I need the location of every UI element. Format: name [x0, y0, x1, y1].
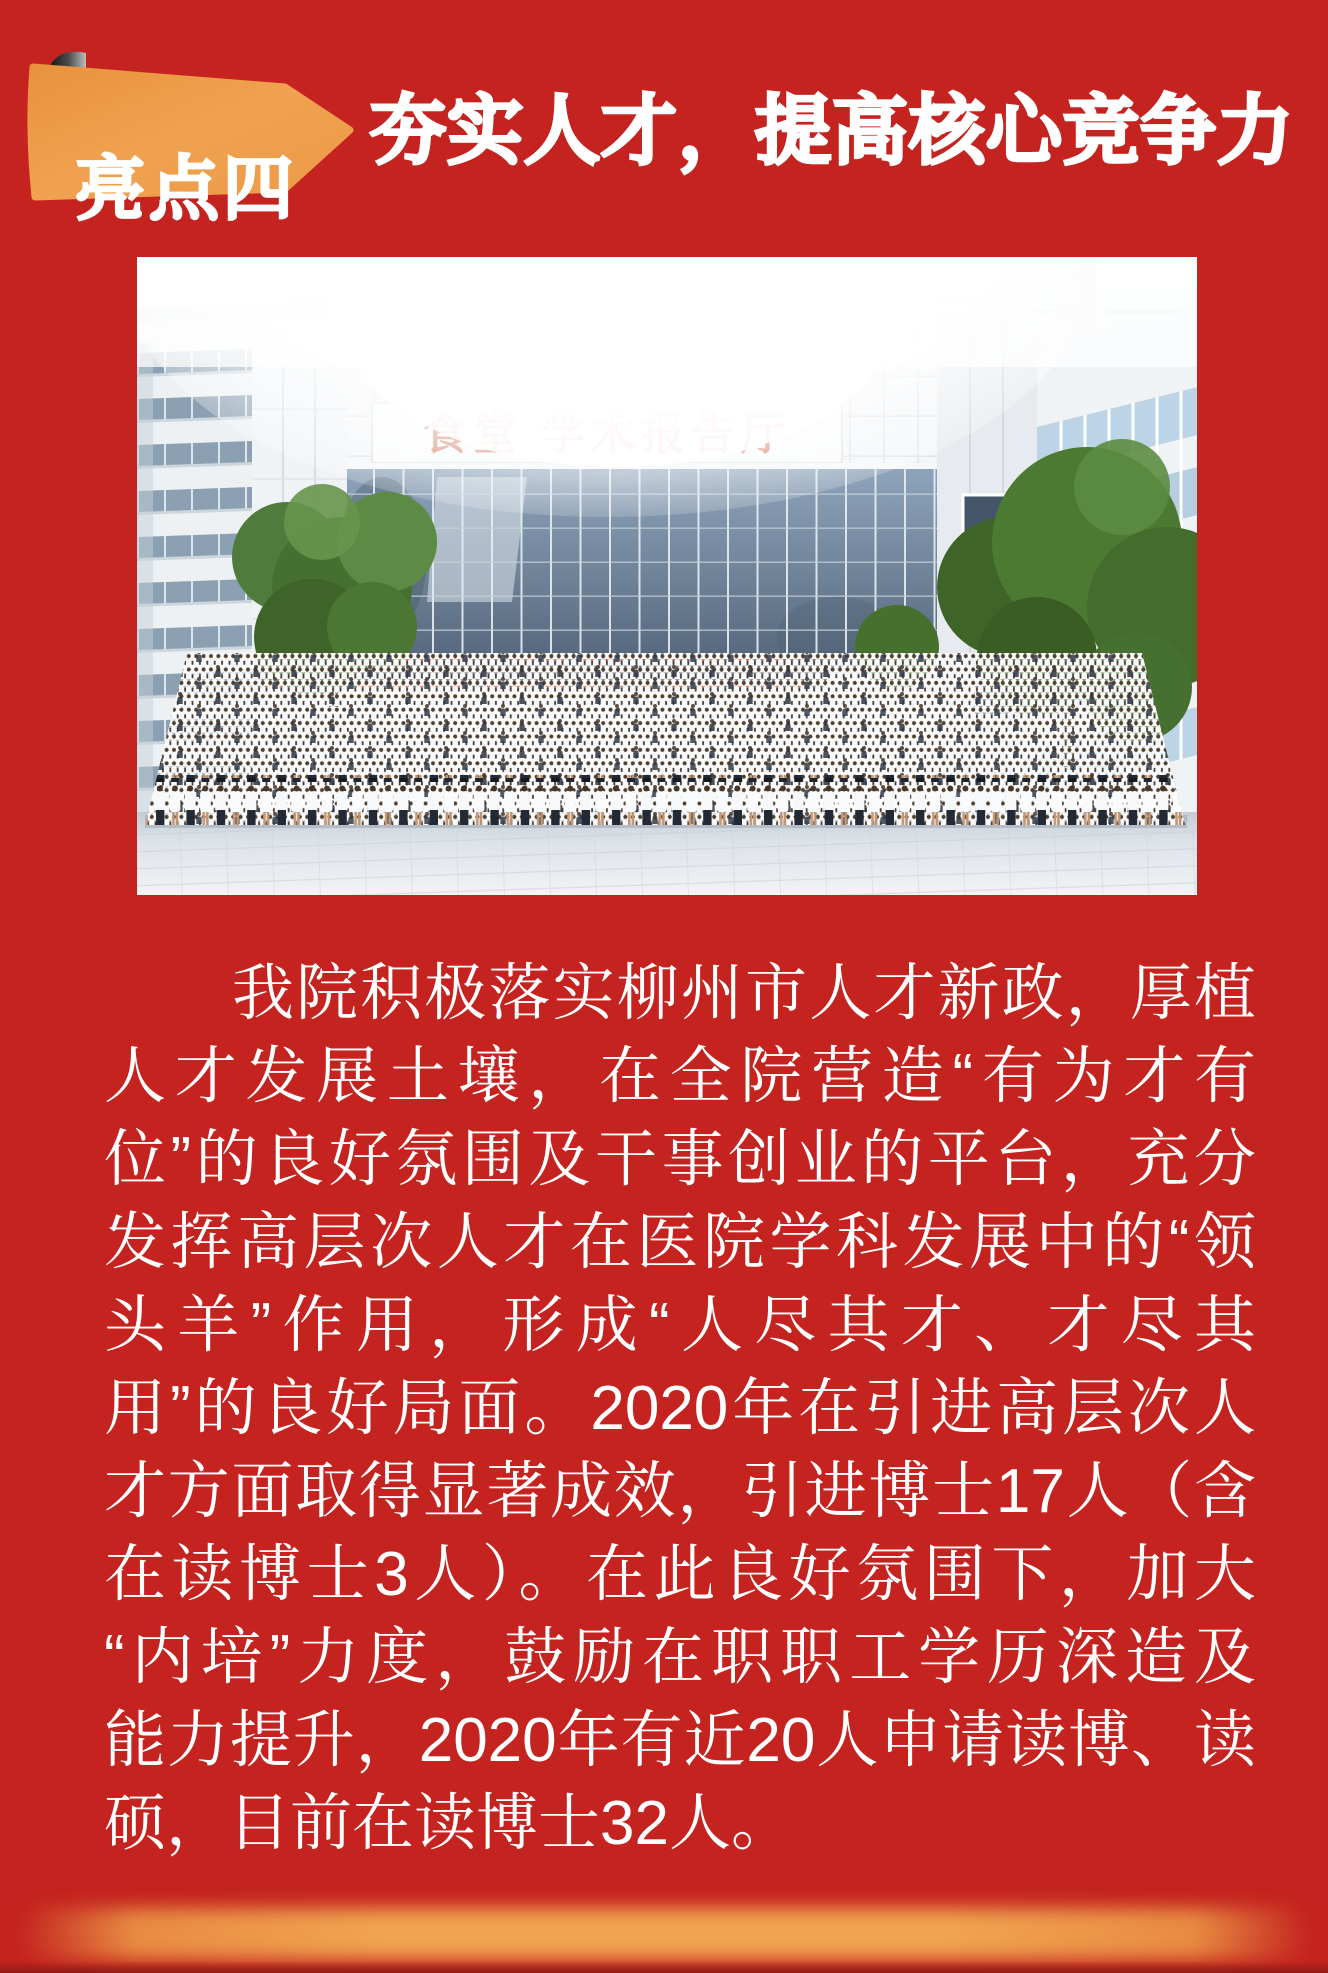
paragraph-line: “内培”力度，鼓励在职职工学历深造及 [104, 1623, 1256, 1692]
group-photo [137, 257, 1197, 895]
paragraph-line: 发挥高层次人才在医院学科发展中的“领 [104, 1208, 1256, 1277]
paragraph-line: 人才发展土壤，在全院营造“有为才有 [104, 1042, 1256, 1111]
page-title: 夯实人才，提高核心竞争力 [370, 89, 1294, 174]
paragraph-line: 才方面取得显著成效，引进博士17人（含 [104, 1457, 1256, 1526]
bottom-shade [0, 1961, 1328, 1973]
paragraph-line: 我院积极落实柳州市人才新政，厚植 [232, 959, 1256, 1028]
paragraph-line: 用”的良好局面。2020年在引进高层次人 [104, 1374, 1256, 1443]
body-paragraph [104, 952, 1256, 1865]
next-section-ribbon-blur [18, 1908, 1310, 1960]
paragraph-line: 能力提升，2020年有近20人申请读博、读 [104, 1706, 1256, 1775]
paragraph-line: 硕，目前在读博士32人。 [104, 1789, 793, 1858]
paragraph-line: 头羊”作用，形成“人尽其才、才尽其 [104, 1291, 1256, 1360]
crowd [145, 653, 1185, 825]
paragraph-line: 在读博士3人）。在此良好氛围下，加大 [104, 1540, 1256, 1609]
paragraph-line: 位”的良好氛围及干事创业的平台，充分 [104, 1125, 1256, 1194]
section-badge [24, 44, 360, 228]
group-photo-illustration [137, 257, 1197, 895]
badge-label: 亮点四 [75, 149, 297, 228]
